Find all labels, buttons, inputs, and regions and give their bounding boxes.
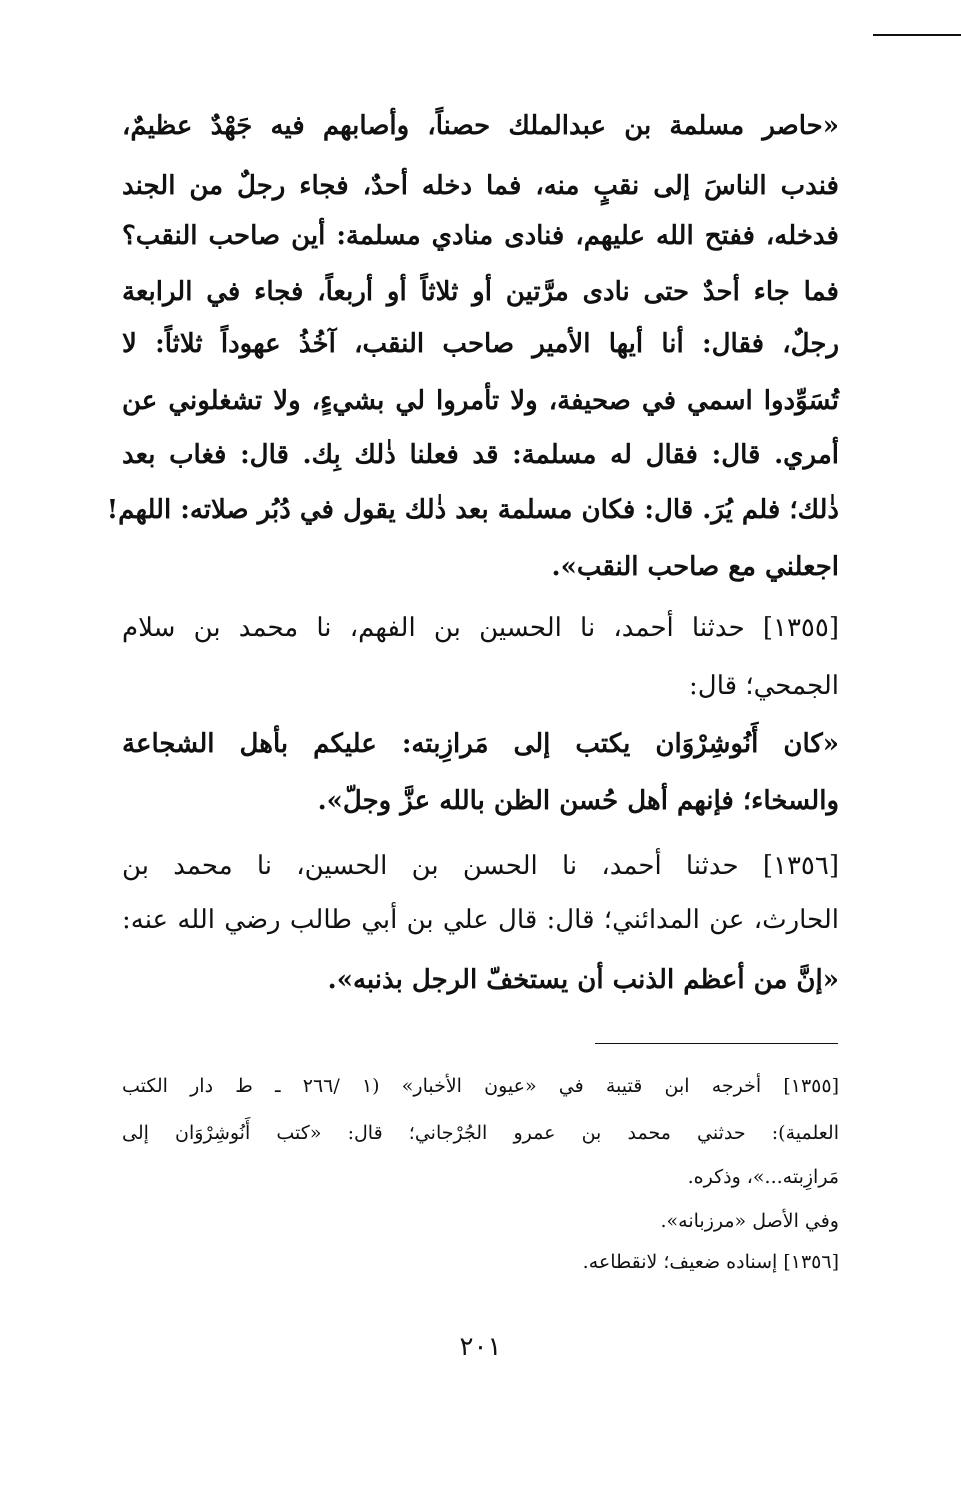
text-line-10: [١٣٥٥] حدثنا أحمد، نا الحسين بن الفهم، نا محمد بن سلام — [122, 613, 839, 643]
footnote-line-5: [١٣٥٦] إسناده ضعيف؛ لانقطاعه. — [582, 1251, 839, 1273]
footnote-line-4: وفي الأصل «مرزبانه». — [660, 1210, 839, 1232]
footnote-line-1: [١٣٥٥] أخرجه ابن قتيبة في «عيون الأخبار» (١ /٢٦٦ ـ ط دار الكتب — [122, 1075, 840, 1097]
text-line-7: أمري. قال: فقال له مسلمة: قد فعلنا ذٰلك بِك. قال: فغاب بعد — [122, 440, 839, 470]
header-rule — [873, 34, 961, 36]
text-line-11: الجمحي؛ قال: — [689, 671, 839, 701]
text-line-1: «حاصر مسلمة بن عبدالملك حصناً، وأصابهم فيه جَهْدٌ عظيمٌ، — [122, 111, 839, 141]
text-line-15: الحارث، عن المدائني؛ قال: قال علي بن أبي طالب رضي الله عنه: — [122, 905, 839, 935]
text-line-12: «كان أَنُوشِرْوَان يكتب إلى مَرازِبته: عليكم بأهل الشجاعة — [122, 729, 839, 759]
text-line-8: ذٰلك؛ فلم يُرَ. قال: فكان مسلمة بعد ذٰلك يقول في دُبُر صلاته: اللهم! — [106, 495, 839, 525]
text-line-4: فما جاء أحدٌ حتى نادى مرَّتين أو ثلاثاً أو أربعاً، فجاء في الرابعة — [122, 277, 839, 307]
footnote-line-2: العلمية): حدثني محمد بن عمرو الجُرْجاني؛ قال: «كتب أَنُوشِرْوَان إلى — [122, 1122, 839, 1144]
footnote-line-3: مَرازِبته...»، وذكره. — [687, 1166, 839, 1188]
text-line-13: والسخاء؛ فإنهم أهل حُسن الظن بالله عزَّ وجلّ». — [317, 786, 839, 816]
footnote-rule — [595, 1043, 838, 1044]
text-line-3: فدخله، ففتح الله عليهم، فنادى منادي مسلمة: أين صاحب النقب؟ — [122, 221, 839, 251]
text-line-14: [١٣٥٦] حدثنا أحمد، نا الحسن بن الحسين، نا محمد بن — [122, 851, 839, 881]
text-line-5: رجلٌ، فقال: أنا أيها الأمير صاحب النقب، آخُذُ عهوداً ثلاثاً: لا — [122, 329, 839, 359]
text-line-16: «إنَّ من أعظم الذنب أن يستخفّ الرجل بذنبه». — [327, 965, 839, 995]
text-line-6: تُسَوِّدوا اسمي في صحيفة، ولا تأمروا لي بشيءٍ، ولا تشغلوني عن — [122, 386, 839, 416]
text-line-2: فندب الناسَ إلى نقبٍ منه، فما دخله أحدٌ، فجاء رجلٌ من الجند — [122, 171, 839, 201]
text-line-9: اجعلني مع صاحب النقب». — [551, 552, 839, 582]
page-number: ٢٠١ — [459, 1332, 502, 1362]
